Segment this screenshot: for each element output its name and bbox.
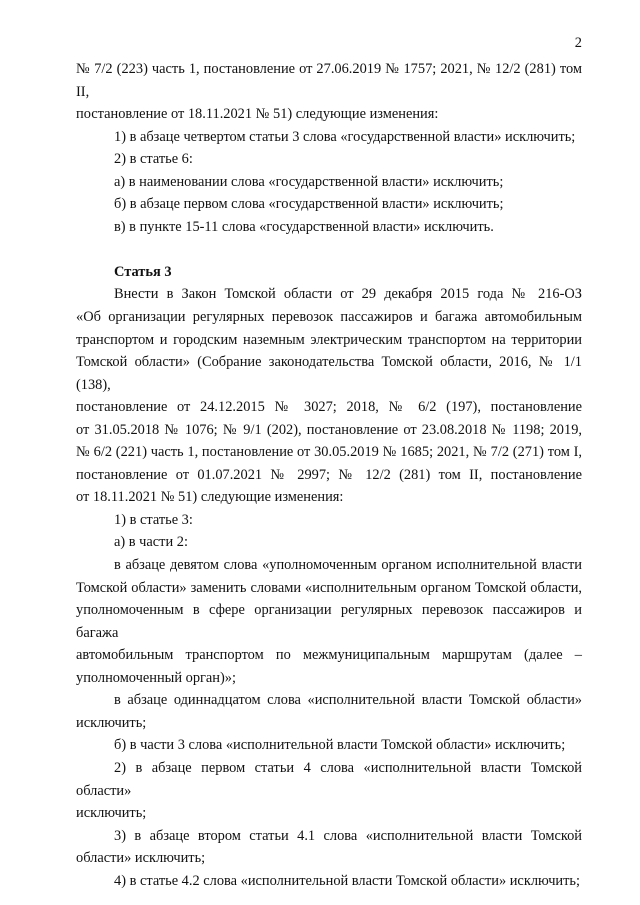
blank-line [76, 238, 582, 261]
text-line: исключить; [76, 714, 147, 731]
document-body [76, 58, 582, 892]
text-line: уполномоченным в сфере организации регулярных перевозок пассажиров и багажа [76, 602, 582, 641]
text-line: в абзаце одиннадцатом слова «исполнительной власти Томской области» [114, 692, 582, 709]
text-line: 1) в статье 3: [114, 511, 193, 528]
text-line: области» исключить; [76, 850, 206, 867]
text-line: 4) в статье 4.2 слова «исполнительной власти Томской области» исключить; [114, 872, 580, 889]
text-line: постановление от 01.07.2021 № 2997; № 12/2 (281) том II, постановление [76, 466, 582, 483]
text-line: Внести в Закон Томской области от 29 декабря 2015 года № 216-ОЗ [114, 286, 582, 303]
text-line: а) в части 2: [114, 534, 188, 551]
text-line: автомобильным транспортом по межмуниципальным маршрутам (далее – [76, 647, 582, 664]
article-heading: Статья 3 [114, 263, 172, 280]
page-number: 2 [574, 35, 582, 51]
text-line: Томской области» (Собрание законодательства Томской области, 2016, № 1/1 (138), [76, 354, 582, 393]
text-line: от 31.05.2018 № 1076; № 9/1 (202), постановление от 23.08.2018 № 1198; 2019, [76, 421, 582, 438]
text-line: уполномоченный орган)»; [76, 669, 236, 686]
text-line: а) в наименовании слова «государственной власти» исключить; [114, 173, 504, 190]
text-line: 3) в абзаце втором статьи 4.1 слова «исполнительной власти Томской [114, 827, 582, 844]
text-line: 2) в абзаце первом статьи 4 слова «исполнительной власти Томской области» [76, 759, 582, 799]
text-line: в) в пункте 15-11 слова «государственной власти» исключить. [114, 218, 494, 235]
text-line: 1) в абзаце четвертом статьи 3 слова «государственной власти» исключить; [114, 128, 576, 145]
text-line: транспортом и городским наземным электрическим транспортом на территории [76, 331, 582, 348]
text-line: постановление от 24.12.2015 № 3027; 2018, № 6/2 (197), постановление [76, 399, 582, 416]
text-line: 2) в статье 6: [114, 151, 193, 168]
text-line: Томской области» заменить словами «исполнительным органом Томской области, [76, 579, 582, 596]
text-line: № 6/2 (221) часть 1, постановление от 30.05.2019 № 1685; 2021, № 7/2 (271) том I, [76, 444, 582, 461]
text-line: от 18.11.2021 № 51) следующие изменения: [76, 489, 344, 506]
text-line: «Об организации регулярных перевозок пассажиров и багажа автомобильным [76, 309, 582, 326]
text-line: № 7/2 (223) часть 1, постановление от 27.06.2019 № 1757; 2021, № 12/2 (281) том II, [76, 61, 582, 100]
text-line: в абзаце девятом слова «уполномоченным органом исполнительной власти [114, 557, 582, 574]
text-line: б) в абзаце первом слова «государственной власти» исключить; [114, 196, 504, 213]
text-line: б) в части 3 слова «исполнительной власти Томской области» исключить; [114, 737, 566, 754]
text-line: исключить; [76, 805, 147, 822]
text-line: постановление от 18.11.2021 № 51) следующие изменения: [76, 106, 439, 123]
